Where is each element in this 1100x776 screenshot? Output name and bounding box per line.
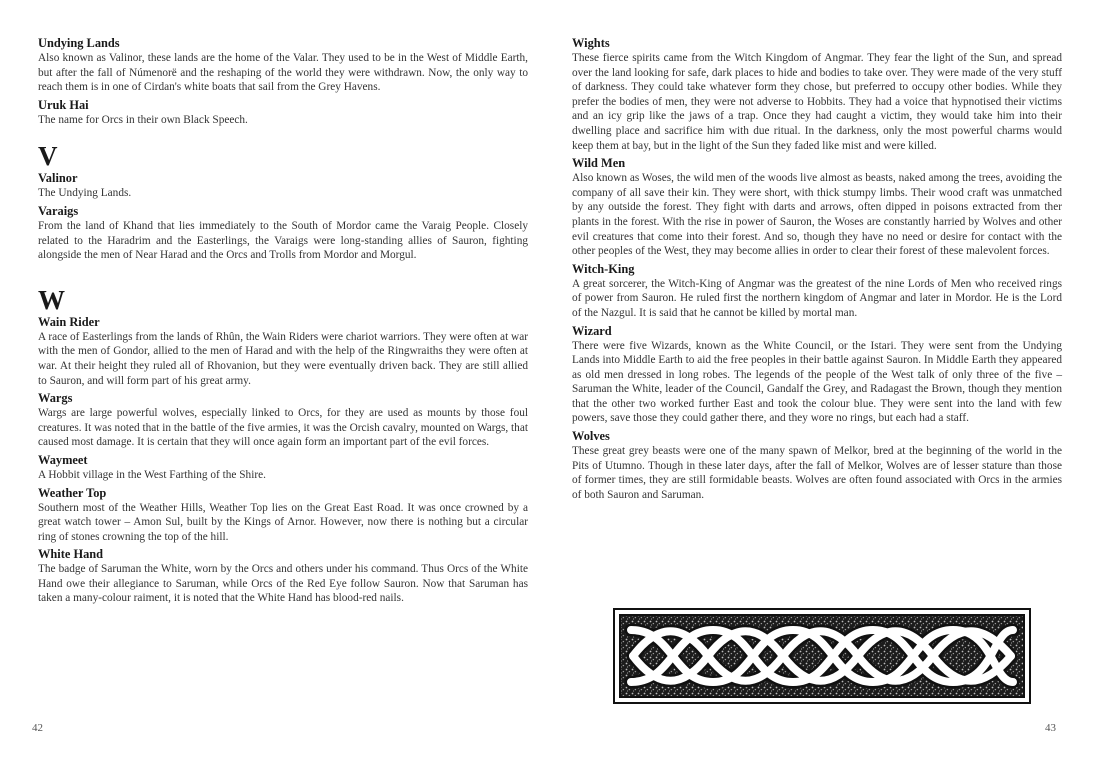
entry [38, 486, 528, 545]
page-number-right: 43 [1045, 722, 1056, 734]
section-v [38, 141, 528, 262]
entry [572, 429, 1062, 502]
entry-definition: Wargs are large powerful wolves, especially linked to Orcs, for they are used as mounts by those foul creatures. It was noted that in the battle of the five armies, it was the Orcish cavalry, mounted on Wargs, that caused most damage. It is certain that they will once again form an important part of the evil forces. [38, 407, 528, 449]
page-number-left: 42 [32, 722, 43, 734]
entry-term: Wights [572, 36, 610, 50]
entry-definition: These great grey beasts were one of the many spawn of Melkor, bred at the beginning of the world in the Pits of Utumno. Though in these later days, after the fall of Melkor, Wolves are of lesser stature than those of former times, they are still formidable beasts. Wolves are often found associated with Orcs in the armies of both Sauron and Saruman. [572, 445, 1062, 501]
entry-term: Uruk Hai [38, 97, 89, 112]
entry-definition: There were five Wizards, known as the White Council, or the Istari. They were sent from the Undying Lands into Middle Earth to aid the free peoples in their battle against Sauron. In Middle Earth they appeared as old men dressed in long robes. The legends of the people of the West talk of only three of the five – Saruman the White, leader of the Council, Gandalf the Grey, and Radagast the Brown, though they mention that the other two worked further East and took the colour blue. They were sent into the land with few powers, save those they could gather there, and they wore no rings, but each had a staff. [572, 339, 1062, 425]
entry [38, 98, 528, 128]
entry-term: Undying Lands [38, 36, 120, 50]
entry-definition: A Hobbit village in the West Farthing of the Shire. [38, 468, 266, 481]
entry-definition: The badge of Saruman the White, worn by the Orcs and others under his command. Thus Orcs of the White Hand owe their allegiance to Saruman, while Orcs of the Red Eye follow Sauron. Now that Saruman has taken a many-colour raiment, it is noted that the White Hand has blood-red nails. [38, 563, 528, 605]
entry [38, 36, 528, 95]
entry-definition: Also known as Woses, the wild men of the woods live almost as beasts, naked among the trees, avoiding the company of all save their kin. They were short, with thick stumpy limbs. Their wood craft was unmatched by any outside the forest. They fight with darts and arrows, often dipped in poisons extracted from ther plants in the forest. With the rise in power of Sauron, the Woses are constantly harried by Wolves and other evil creatures that come into their forest. And so, though they have no need or desire for contact with the other peoples of the West, they may become allies in order to clear their forest of these malevolent forces. [572, 172, 1062, 258]
entry-definition: The Undying Lands. [38, 187, 132, 200]
entry-term: Wargs [38, 391, 73, 406]
entry [38, 453, 528, 483]
entry-definition: From the land of Khand that lies immediately to the South of Mordor came the Varaig People. Closely related to the Haradrim and the Easterlings, the Varaigs were long-standing allies of Sauron, fighting alongside the men of Near Harad and the Orcs and Trolls from Mordor and Morgul. [38, 219, 528, 262]
entry-definition: Southern most of the Weather Hills, Weather Top lies on the Great East Road. It was once crowned by a great watch tower – Amon Sul, built by the Kings of Arnor. However, now there is nothing but a circular ring of stones crowning the top of the hill. [38, 501, 528, 543]
entry-term: Weather Top [38, 485, 107, 500]
entry-definition: These fierce spirits came from the Witch Kingdom of Angmar. They fear the light of the Sun, and spread over the land looking for safe, dark places to hide and bodies to take over. They were made of the very stuff of darkness. They could take whatever form they chose, but preferred to occupy other bodies. While they prefer the bodies of men, they were not adverse to Hobbits. They had a voice that hypnotised their victims and an icy grip like the jaws of a trap. Once they had caught a victim, they would take him into their dwelling place and sacrifice him with due ritual. In the darkness, only the most powerful charms would keep them at bay, but in the light of the Sun they faded like mist and were killed. [572, 52, 1062, 152]
entry [572, 324, 1062, 427]
entry-term: Witch-King [572, 261, 635, 276]
entry-term: Varaigs [38, 203, 79, 218]
entry-definition: A race of Easterlings from the lands of Rhûn, the Wain Riders were chariot warriors. They were often at war with the men of Gondor, allied to the men of Harad and with the help of the Ringwraiths they were often at war. At their height they ruled all of Rhovanion, but they were eventually driven back. They are still allied to Sauron, and will form part of his great army. [38, 330, 528, 387]
left-page [38, 36, 528, 609]
entry [572, 36, 1062, 153]
entry [38, 315, 528, 388]
section-u [38, 36, 528, 127]
entry [38, 204, 528, 263]
celtic-knot-panel-icon [613, 608, 1031, 704]
entry-term: Wild Men [572, 156, 626, 171]
entry [572, 156, 1062, 259]
entry [572, 262, 1062, 321]
entry-definition: A great sorcerer, the Witch-King of Angmar was the greatest of the nine Lords of Men who received rings of power from Sauron. He ruled first the northern kingdom of Angmar and later in Mordor. He is the Lord of the Nazgul. It is said that he cannot be killed by mortal man. [572, 277, 1062, 319]
entry-term: White Hand [38, 547, 104, 562]
entry-definition: Also known as Valinor, these lands are the home of the Valar. They used to be in the West of Middle Earth, but after the fall of Númenorë and the reshaping of the world they were withdrawn. Now, the only way to reach them is in one of Cirdan's white boats that sail from the Grey Havens. [38, 52, 528, 94]
entry-term: Wain Rider [38, 314, 100, 329]
entry-term: Wizard [572, 323, 612, 338]
entry [38, 547, 528, 606]
right-page [572, 36, 1062, 505]
entry-term: Wolves [572, 429, 610, 444]
section-letter: V [38, 141, 58, 172]
entry-definition: The name for Orcs in their own Black Speech. [38, 113, 248, 126]
entry-term: Waymeet [38, 452, 88, 467]
section-letter: W [38, 284, 65, 315]
entry [38, 171, 528, 201]
entry-term: Valinor [38, 171, 78, 186]
section-w [38, 285, 528, 606]
entry [38, 391, 528, 450]
